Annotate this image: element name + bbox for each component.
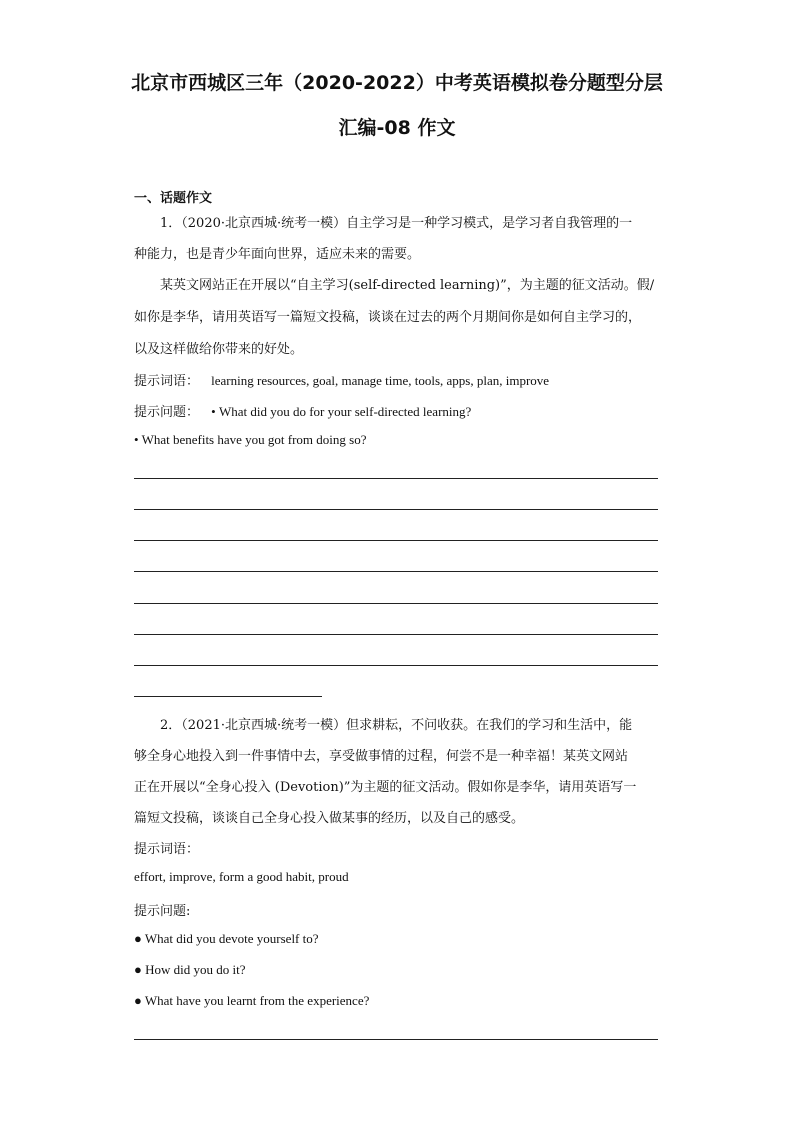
q1-words-row	[134, 370, 549, 389]
q1-text-line3: 某英文网站正在开展以“自主学习(self-directed learning)”，为主题的征文活动。假/	[160, 278, 655, 293]
q1-text-line4: 如你是李华，请用英语写一篇短文投稿，谈谈在过去的两个月期间你是如何自主学习的，	[134, 310, 642, 325]
q1-text-line1: 1．（2020·北京西城·统考一模）自主学习是一种学习模式，是学习者自我管理的一	[160, 216, 633, 231]
page-title-line1: 北京市西城区三年（2020-2022）中考英语模拟卷分题型分层	[131, 72, 663, 94]
q1-words-label: 提示词语：	[134, 374, 200, 389]
answer-line-5	[134, 603, 658, 604]
answer-line-1	[134, 478, 658, 479]
q2-question-3: ● What have you learnt from the experience?	[134, 993, 370, 1008]
page-title-line2: 汇编-08 作文	[338, 117, 456, 139]
answer-line-6	[134, 634, 658, 635]
q1-questions-label: 提示问题：	[134, 405, 200, 420]
q2-words-label: 提示词语：	[134, 842, 200, 857]
q1-question-2: • What benefits have you got from doing so?	[134, 432, 367, 447]
answer-line-7	[134, 665, 658, 666]
section-heading: 一、话题作文	[134, 191, 213, 206]
q1-text-line2: 种能力，也是青少年面向世界，适应未来的需要。	[134, 247, 421, 262]
answer-line-9	[134, 1039, 658, 1040]
q2-text-line4: 篇短文投稿，谈谈自己全身心投入做某事的经历，以及自己的感受。	[134, 811, 525, 826]
q1-question-1: • What did you do for your self-directed learning?	[211, 404, 472, 419]
answer-line-8	[134, 696, 322, 697]
q2-text-line2: 够全身心地投入到一件事情中去，享受做事情的过程，何尝不是一种幸福！某英文网站	[134, 749, 629, 764]
answer-line-4	[134, 571, 658, 572]
q1-text-line5: 以及这样做给你带来的好处。	[134, 342, 304, 357]
answer-line-2	[134, 509, 658, 510]
q2-text-line3: 正在开展以“全身心投入 (Devotion)”为主题的征文活动。假如你是李华，请用英语写一	[134, 780, 637, 795]
q1-words: learning resources, goal, manage time, tools, apps, plan, improve	[211, 373, 550, 388]
q1-questions-row	[134, 401, 471, 420]
q2-words: effort, improve, form a good habit, proud	[134, 869, 349, 884]
q2-question-2: ● How did you do it?	[134, 962, 246, 977]
q2-question-1: ● What did you devote yourself to?	[134, 931, 319, 946]
q2-questions-label: 提示问题:	[134, 904, 191, 919]
q2-text-line1: 2．（2021·北京西城·统考一模）但求耕耘，不问收获。在我们的学习和生活中，能	[160, 718, 633, 733]
answer-line-3	[134, 540, 658, 541]
